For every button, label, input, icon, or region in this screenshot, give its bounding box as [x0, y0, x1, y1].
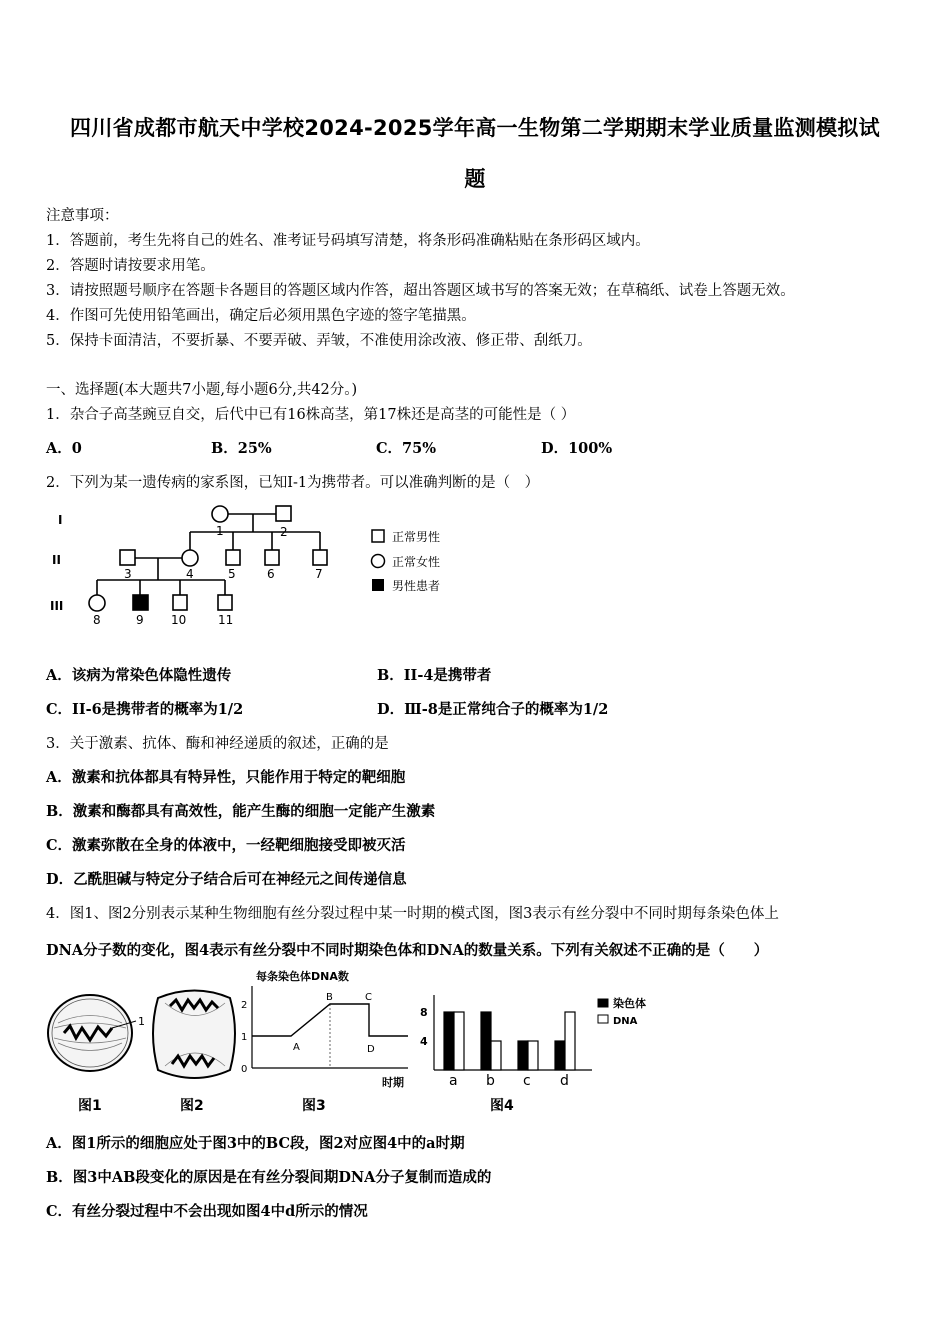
- pedigree-male-I-2: [276, 506, 291, 521]
- generation-label: II: [52, 553, 61, 567]
- svg-text:4: 4: [186, 567, 194, 581]
- notice-item: 2．答题时请按要求用笔。: [46, 258, 215, 274]
- legend-dna-swatch: [598, 1015, 608, 1023]
- fig4-ytick: 4: [420, 1035, 428, 1048]
- fig4-ytick: 8: [420, 1006, 428, 1019]
- q2-option-c: C．II-6是携带者的概率为1/2: [46, 701, 244, 718]
- question-2-stem: 2．下列为某一遗传病的家系图，已知I-1为携带者。可以准确判断的是（ ）: [46, 475, 540, 491]
- fig4-bar-dna: [454, 1012, 464, 1070]
- q2-option-d: D．Ⅲ-8是正常纯合子的概率为1/2: [377, 701, 609, 718]
- legend-label: DNA: [613, 1016, 638, 1027]
- q2-option-b: B．II-4是携带者: [377, 667, 492, 684]
- q4-option-c: C．有丝分裂过程中不会出现如图4中d所示的情况: [46, 1203, 368, 1220]
- q3-option-c: C．激素弥散在全身的体液中，一经靶细胞接受即被灭活: [46, 837, 406, 854]
- fig3-point-label: A: [293, 1042, 300, 1053]
- q3-option-b: B．激素和酶都具有高效性，能产生酶的细胞一定能产生激素: [46, 803, 436, 820]
- svg-text:7: 7: [315, 567, 323, 581]
- notice-item: 5．保持卡面清洁，不要折暴、不要弄破、弄皱，不准使用涂改液、修正带、刮纸刀。: [46, 333, 592, 349]
- section-heading: 一、选择题(本大题共7小题,每小题6分,共42分。): [46, 382, 358, 398]
- fig1-cell: [48, 995, 132, 1071]
- fig3-point-label: C: [365, 992, 372, 1003]
- figure-caption: 图4: [490, 1098, 514, 1114]
- figure-3-line-chart: [236, 968, 416, 1118]
- svg-text:9: 9: [136, 613, 144, 627]
- question-1-stem: 1．杂合子高茎豌豆自交，后代中已有16株高茎，第17株还是高茎的可能性是（ ）: [46, 407, 576, 423]
- legend-chromosome-swatch: [598, 999, 608, 1007]
- fig3-ytick: 1: [241, 1032, 248, 1043]
- q4-option-a: A．图1所示的细胞应处于图3中的BC段，图2对应图4中的a时期: [46, 1135, 465, 1152]
- notice-item: 1．答题前，考生先将自己的姓名、准考证号码填写清楚，将条形码准确粘贴在条形码区域内。: [46, 233, 650, 249]
- generation-label: III: [50, 599, 64, 613]
- fig4-category-label: a: [449, 1073, 458, 1089]
- svg-text:6: 6: [267, 567, 275, 581]
- fig4-bar-chromosome: [444, 1012, 454, 1070]
- fig4-bar-dna: [565, 1012, 575, 1070]
- paper-title: 四川省成都市航天中学校2024-2025学年高一生物第二学期期末学业质量监测模拟试: [70, 116, 880, 140]
- pedigree-affected-male-III-9: [133, 595, 148, 610]
- notice-heading: 注意事项：: [46, 208, 119, 224]
- svg-text:8: 8: [93, 613, 101, 627]
- paper-title-continued: 题: [464, 167, 486, 191]
- pedigree-male-II-5: [226, 550, 240, 565]
- svg-text:11: 11: [218, 613, 234, 627]
- figure-caption: 图2: [180, 1098, 204, 1114]
- legend-label: 男性患者: [392, 579, 441, 593]
- q1-option-b: B．25%: [211, 440, 272, 457]
- figure-4-bar-chart: [410, 990, 670, 1120]
- q3-option-d: D．乙酰胆碱与特定分子结合后可在神经元之间传递信息: [46, 871, 407, 888]
- notice-item: 4．作图可先使用铅笔画出，确定后必须用黑色字迹的签字笔描黑。: [46, 308, 476, 324]
- pedigree-male-II-7: [313, 550, 327, 565]
- svg-text:3: 3: [124, 567, 132, 581]
- fig4-bar-chromosome: [481, 1012, 491, 1070]
- fig4-bar-dna: [528, 1041, 538, 1070]
- q1-option-c: C．75%: [376, 440, 436, 457]
- pedigree-female-II-4: [182, 550, 198, 566]
- pedigree-male-III-11: [218, 595, 232, 610]
- legend-label: 正常女性: [392, 555, 441, 569]
- svg-text:1: 1: [216, 524, 224, 538]
- question-4-stem-continued: DNA分子数的变化，图4表示有丝分裂中不同时期染色体和DNA的数量关系。下列有关叙述不正确的是（ ）: [46, 942, 769, 959]
- q2-option-a: A．该病为常染色体隐性遗传: [46, 667, 232, 684]
- legend-label: 染色体: [613, 997, 646, 1010]
- pedigree-male-III-10: [173, 595, 187, 610]
- legend-normal-female-icon: [372, 555, 385, 568]
- fig4-category-label: d: [560, 1073, 569, 1089]
- fig4-bar-dna: [491, 1041, 501, 1070]
- fig4-category-label: b: [486, 1073, 495, 1089]
- fig3-ylabel: 每条染色体DNA数: [256, 970, 349, 983]
- legend-label: 正常男性: [392, 530, 441, 544]
- figure-caption: 图3: [302, 1098, 326, 1114]
- q1-option-a: A．0: [46, 440, 82, 457]
- generation-label: I: [58, 513, 63, 527]
- legend-affected-male-icon: [372, 579, 384, 591]
- fig3-point-label: D: [367, 1044, 375, 1055]
- q4-option-b: B．图3中AB段变化的原因是在有丝分裂间期DNA分子复制而造成的: [46, 1169, 492, 1186]
- figure-caption: 图1: [78, 1098, 102, 1114]
- q3-option-a: A．激素和抗体都具有特异性，只能作用于特定的靶细胞: [46, 769, 406, 786]
- svg-text:10: 10: [171, 613, 187, 627]
- pedigree-chart: [40, 500, 470, 630]
- fig3-point-label: B: [326, 992, 333, 1003]
- svg-text:2: 2: [280, 525, 288, 539]
- fig3-ytick: 0: [241, 1064, 248, 1075]
- fig3-xlabel: 时期: [382, 1076, 404, 1089]
- fig1-label: 1: [138, 1015, 145, 1028]
- fig4-bar-chromosome: [555, 1041, 565, 1070]
- pedigree-male-II-6: [265, 550, 279, 565]
- fig4-category-label: c: [523, 1073, 531, 1089]
- pedigree-female-III-8: [89, 595, 105, 611]
- pedigree-female-I-1: [212, 506, 228, 522]
- svg-text:5: 5: [228, 567, 236, 581]
- notice-item: 3．请按照题号顺序在答题卡各题目的答题区域内作答，超出答题区域书写的答案无效；在草稿纸、试卷上答题无效。: [46, 283, 795, 299]
- question-4-stem: 4．图1、图2分别表示某种生物细胞有丝分裂过程中某一时期的模式图，图3表示有丝分裂中不同时期每条染色体上: [46, 906, 779, 922]
- legend-normal-male-icon: [372, 530, 384, 542]
- cell-figures: [40, 978, 240, 1118]
- pedigree-male-II-3: [120, 550, 135, 565]
- q1-option-d: D．100%: [541, 440, 613, 457]
- fig3-ytick: 2: [241, 1000, 248, 1011]
- fig4-bar-chromosome: [518, 1041, 528, 1070]
- question-3-stem: 3．关于激素、抗体、酶和神经递质的叙述，正确的是: [46, 736, 389, 752]
